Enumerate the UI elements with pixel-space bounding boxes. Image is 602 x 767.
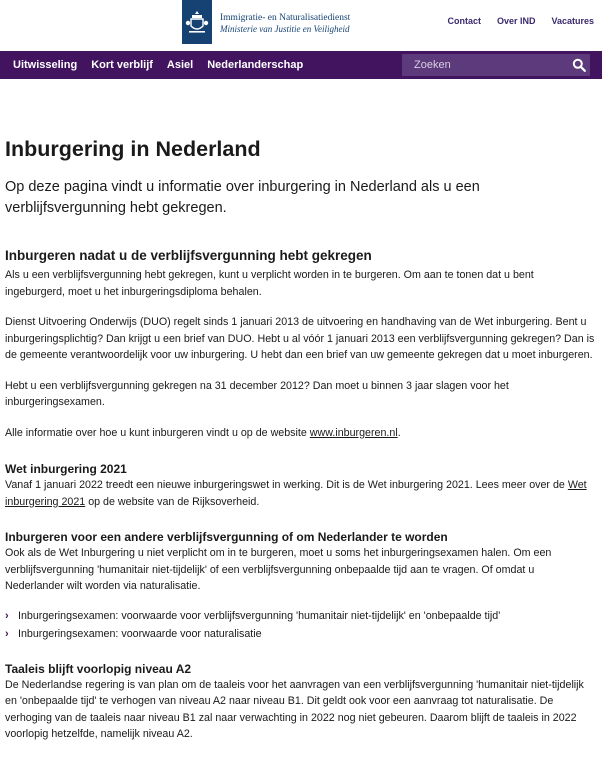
nav-item-asiel[interactable]: Asiel [166, 59, 194, 71]
paragraph: Hebt u een verblijfsvergunning gekregen na 31 december 2012? Dan moet u binnen 3 jaar slagen voor het inburgeringsexamen. [5, 379, 509, 408]
list-item[interactable] [5, 607, 595, 625]
search-input[interactable] [402, 54, 562, 76]
contact-link[interactable]: Contact [447, 16, 481, 26]
search-icon[interactable] [572, 58, 586, 72]
chevron-right-icon: › [5, 609, 9, 622]
over-ind-link[interactable]: Over IND [496, 16, 536, 26]
nav-item-uitwisseling[interactable]: Uitwisseling [13, 59, 78, 71]
paragraph: De Nederlandse regering is van plan om de taaleis voor het aanvragen van een verblijfsvergunning 'humanitair niet-tijdelijk en 'onbepaalde tijd' te verhogen van niveau A2 naar niveau B1. Dit geldt ook voor een aanvraag tot naturalisatie. De verhoging van de taaleis naar niveau B1 zal naar verwachting in 2022 nog niet gebeuren. Daarom blijft de taaleis in 2022 voorlopig hetzelfde, namelijk niveau A2. [5, 678, 584, 740]
paragraph: Ook als de Wet Inburgering u niet verplicht om in te burgeren, moet u soms het inburgeringsexamen halen. Om een verblijfsvergunning 'humanitair niet-tijdelijk' of een verblijfsvergunning onbepaalde tijd aan te vragen. Of omdat u Nederlander wilt worden via naturalisatie. [5, 547, 552, 592]
section-heading-wet-inburgering: Wet inburgering 2021 [5, 462, 127, 476]
coat-of-arms-icon [185, 9, 209, 35]
paragraph: Als u een verblijfsvergunning hebt gekregen, kunt u verplicht worden in te burgeren. Om aan te tonen dat u bent ingeburgerd, moet u het inburgeringsdiploma behalen. [5, 269, 534, 298]
org-name-line2: Ministerie van Justitie en Veiligheid [220, 24, 350, 34]
wet-inburgering-link[interactable]: Wet inburgering 2021 [5, 479, 587, 508]
related-links [5, 607, 595, 643]
top-header [0, 0, 602, 50]
main-content [5, 135, 595, 743]
paragraph: Dienst Uitvoering Onderwijs (DUO) regelt sinds 1 januari 2013 de uitvoering en handhaving van de Wet inburgering. Bent u inburgeringsplichtig? Dan krijgt u een brief van DUO. Hebt u al vóór 1 januari 2013 een verblijfsvergunning gekregen? Dan is de gemeente verantwoordelijk voor uw inburgering. U hebt dan een brief van uw gemeente gekregen dat u moet inburgeren. [5, 316, 595, 361]
paragraph-text: . [397, 426, 401, 439]
paragraph-text: Vanaf 1 januari 2022 treedt een nieuwe inburgeringswet in werking. Dit is de Wet inburgering 2021. Lees meer over de [5, 479, 568, 491]
link-naturalisatie[interactable]: Inburgeringsexamen: voorwaarde voor naturalisatie [18, 627, 262, 640]
main-navigation [0, 51, 602, 79]
paragraph [5, 477, 595, 510]
utility-links [447, 16, 594, 26]
search-box [402, 54, 590, 76]
page-title: Inburgering in Nederland [5, 137, 261, 161]
paragraph [5, 425, 595, 442]
nav-item-nederlanderschap[interactable]: Nederlanderschap [207, 59, 304, 71]
link-humanitair[interactable]: Inburgeringsexamen: voorwaarde voor verblijfsvergunning 'humanitair niet-tijdelijk' en 'onbepaalde tijd' [18, 609, 501, 622]
section-heading-andere-verblijfsvergunning: Inburgeren voor een andere verblijfsvergunning of om Nederlander te worden [5, 530, 448, 544]
list-item[interactable] [5, 625, 595, 643]
organization-name [220, 13, 350, 35]
org-name-line1: Immigratie- en Naturalisatiedienst [220, 13, 351, 23]
page-intro: Op deze pagina vindt u informatie over inburgering in Nederland als u een verblijfsvergunning hebt gekregen. [5, 179, 480, 216]
rijksoverheid-logo[interactable] [182, 0, 212, 44]
inburgeren-nl-link[interactable]: www.inburgeren.nl [309, 426, 398, 439]
section-heading-taaleis: Taaleis blijft voorlopig niveau A2 [5, 661, 192, 676]
vacatures-link[interactable]: Vacatures [551, 16, 594, 26]
chevron-right-icon: › [5, 627, 9, 640]
paragraph-text: op de website van de Rijksoverheid. [85, 495, 260, 508]
nav-item-kort-verblijf[interactable]: Kort verblijf [91, 59, 153, 71]
paragraph-text: Alle informatie over hoe u kunt inburgeren vindt u op de website [5, 426, 310, 439]
section-heading-inburgeren: Inburgeren nadat u de verblijfsvergunning hebt gekregen [5, 248, 372, 263]
